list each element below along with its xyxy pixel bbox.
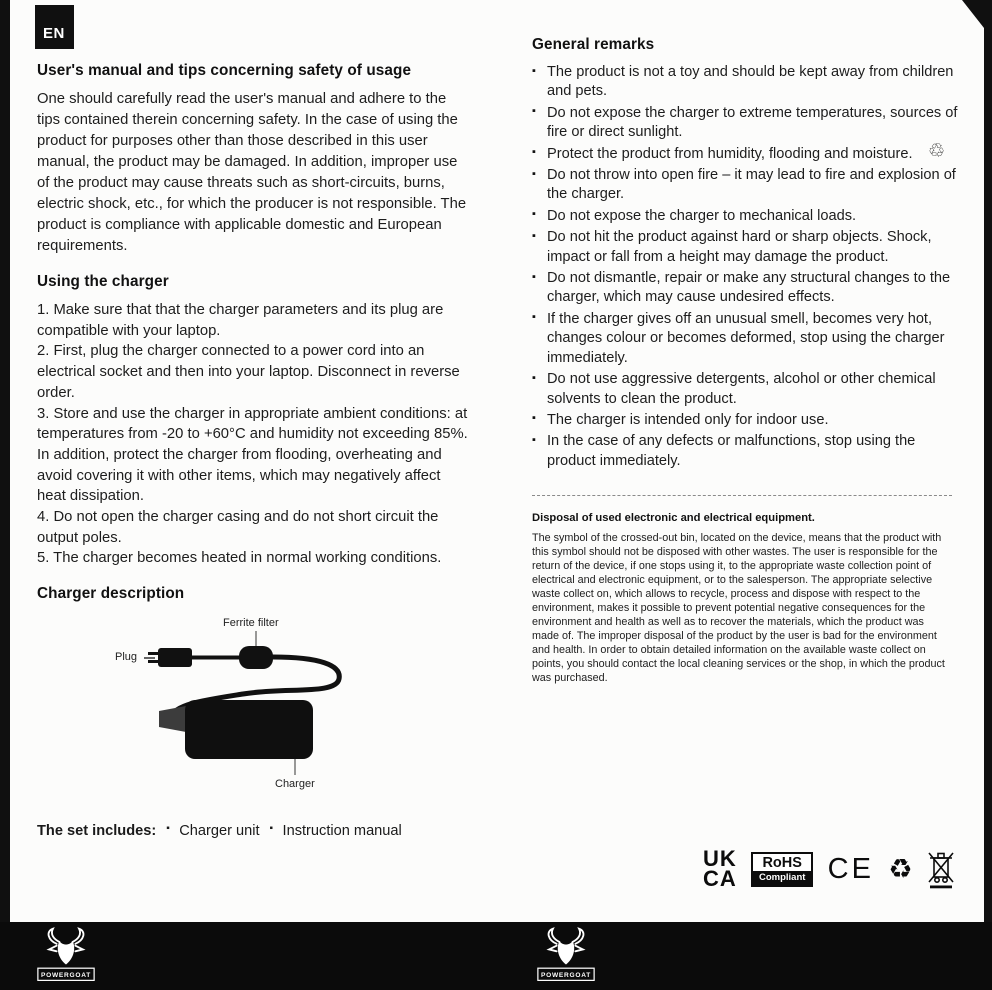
language-badge <box>35 5 74 49</box>
language-badge-label: EN <box>43 25 65 42</box>
powergoat-logo-icon <box>36 926 96 986</box>
charger-description-heading: Charger description <box>37 585 185 603</box>
plug-pin <box>148 660 159 663</box>
plug-label: Plug <box>115 651 138 664</box>
powergoat-logo-icon <box>536 926 596 986</box>
general-remark-item: ▪ The charger is intended only for indoor use. <box>532 411 958 430</box>
plug-shape <box>158 648 192 667</box>
safety-paragraph: One should carefully read the user's manual and adhere to the tips contained therein concerning safety. In the case of using the product for purposes other than those described in this user manual, the product may be damaged. In addition, improper use of the product may cause threats such as short-circuits, burns, electric shock, etc., for which the producer is not responsible. The product is compliance with applicable domestic and European requirements. <box>37 91 467 254</box>
charger-connector <box>159 706 186 732</box>
ukca-mark <box>703 845 737 891</box>
general-remark-item: ▪ Do not throw into open fire – it may lead to fire and explosion of the charger. <box>532 166 958 205</box>
manual-page <box>10 0 984 922</box>
weee-bin-icon <box>927 849 955 889</box>
rohs-mark <box>751 852 813 887</box>
charger-diagram-drawing <box>37 615 470 807</box>
recycle-icon: ♻ <box>888 853 913 884</box>
disposal-paragraph: The symbol of the crossed-out bin, located on the device, means that the product with this symbol should not be disposed with other wastes. The user is responsible for the return of the device, if one stops using it, to the appropriate waste collection point of electrical and electronic equipment, or to the salesperson. The appropriate selective waste collect on, which allows to recycle, process and dispose with respect to the environment, makes it possible to prevent potential negative consequences for the environment and health as well as to recover the materials, which the product was made of. The improper disposal of the product by the user is bad for the environment and health. In order to obtain detailed information on the available waste collect on points, you should contact the local cleaning services or the shop, in which the product was purchased. <box>532 532 945 685</box>
usage-step: 2. First, plug the charger connected to a power cord into an electrical socket and then into your laptop. Disconnect in reverse order. <box>37 343 460 401</box>
usage-step: 1. Make sure that that the charger parameters and its plug are compatible with your laptop. <box>37 302 444 339</box>
charger-body <box>185 700 313 759</box>
general-remark-item: ▪ In the case of any defects or malfunctions, stop using the product immediately. <box>532 432 958 471</box>
footer-band <box>0 922 992 990</box>
recycle-outline-icon: ♲ <box>928 141 946 162</box>
ce-mark: CE <box>827 852 874 885</box>
plug-pin <box>148 652 159 655</box>
charger-diagram <box>37 615 470 807</box>
general-remark-item: ▪ Do not expose the charger to mechanical loads. <box>532 207 958 226</box>
rohs-mark-label: RoHS <box>762 854 802 871</box>
dashed-divider <box>532 495 952 496</box>
ukca-mark-bottom: CA <box>703 866 737 891</box>
right-column <box>532 36 958 685</box>
compliance-marks <box>703 843 955 895</box>
general-remark-item: ▪ Do not hit the product against hard or sharp objects. Shock, impact or fall from a height may damage the product. <box>532 228 958 267</box>
general-remarks-list <box>532 63 958 471</box>
set-includes-row <box>37 823 470 839</box>
ukca-mark-top: UK <box>703 845 737 871</box>
using-charger-heading: Using the charger <box>37 273 169 290</box>
general-remark-item: ▪ Do not expose the charger to extreme temperatures, sources of fire or direct sunlight. <box>532 104 958 143</box>
ferrite-filter-label: Ferrite filter <box>223 617 279 630</box>
set-includes-item: ▪ Charger unit <box>166 823 259 839</box>
general-remark-item: ▪ Do not use aggressive detergents, alcohol or other chemical solvents to clean the product. <box>532 370 958 409</box>
usage-step: 3. Store and use the charger in appropriate ambient conditions: at temperatures from -20 to +60°C and humidity not exceeding 85%. In addition, protect the charger from flooding, overheating and avoid covering it with other items, which may negatively affect heat dissipation. <box>37 405 468 505</box>
usage-step: 5. The charger becomes heated in normal working conditions. <box>37 550 442 567</box>
left-column <box>37 62 470 839</box>
general-remark-item: ▪ If the charger gives off an unusual smell, becomes very hot, changes colour or becomes deformed, stop using the charger immediately. <box>532 310 958 368</box>
general-remarks-heading: General remarks <box>532 36 655 53</box>
rohs-mark-compliant: Compliant <box>753 871 811 885</box>
ferrite-filter-shape <box>239 646 273 669</box>
safety-heading: User's manual and tips concerning safety of usage <box>37 62 412 79</box>
usage-step: 4. Do not open the charger casing and do not short circuit the output poles. <box>37 509 439 546</box>
usage-steps <box>37 300 470 569</box>
scan-corner-artifact <box>962 0 984 28</box>
set-includes-label: The set includes: <box>37 823 157 840</box>
general-remark-item: ▪ The product is not a toy and should be kept away from children and pets. <box>532 63 958 102</box>
powergoat-brand-text: POWERGOAT <box>541 972 591 980</box>
general-remark-item: ▪ Do not dismantle, repair or make any structural changes to the charger, which may cause undesired effects. <box>532 269 958 308</box>
charger-label: Charger <box>275 778 315 791</box>
powergoat-brand-text: POWERGOAT <box>41 972 91 980</box>
disposal-heading: Disposal of used electronic and electrical equipment. <box>532 512 815 525</box>
set-includes-item: ▪ Instruction manual <box>270 823 402 839</box>
general-remark-item: ▪ Protect the product from humidity, flooding and moisture. <box>532 145 958 164</box>
